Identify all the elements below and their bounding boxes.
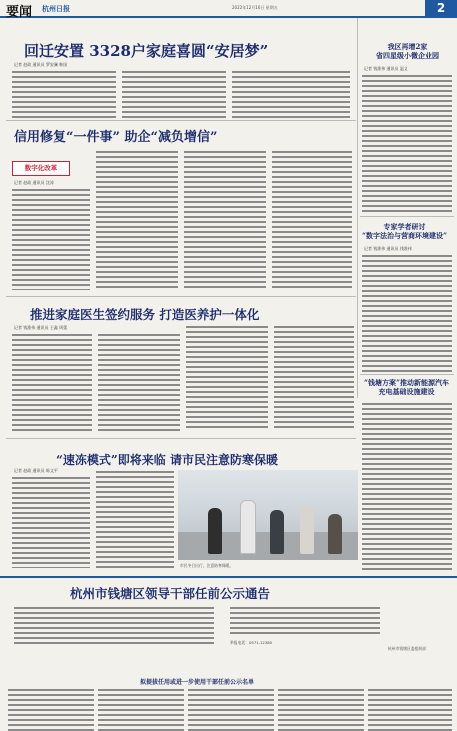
headline-cold-wave: “速冻模式”即将来临 请市民注意防寒保暖 bbox=[56, 453, 278, 467]
article-text bbox=[122, 70, 226, 118]
issuing-body: 杭州市钱塘区委组织部 bbox=[388, 646, 426, 651]
article-text bbox=[96, 150, 178, 290]
person-figure bbox=[328, 514, 342, 554]
article-text bbox=[232, 70, 350, 118]
article-text bbox=[12, 70, 116, 118]
masthead bbox=[0, 0, 457, 18]
side-headline-line: 充电基础设施建设 bbox=[378, 387, 435, 396]
article-text bbox=[98, 333, 180, 431]
article-text bbox=[362, 254, 452, 372]
side-headline-3 bbox=[364, 378, 449, 396]
side-divider bbox=[360, 374, 454, 375]
notice-list-text bbox=[368, 688, 452, 731]
column-divider bbox=[357, 18, 358, 398]
side-headline-1 bbox=[376, 42, 439, 60]
side-headline-line: “钱塘方案”推动新能源汽车 bbox=[364, 378, 450, 387]
street-photo bbox=[178, 470, 358, 560]
section-divider bbox=[6, 296, 356, 297]
notice-list-text bbox=[8, 688, 94, 731]
section-divider bbox=[6, 120, 356, 121]
notice-headline: 杭州市钱塘区领导干部任前公示通告 bbox=[70, 586, 271, 601]
person-figure bbox=[208, 508, 222, 554]
side-divider bbox=[360, 216, 454, 217]
contact-phone: 举报电话：0571-12380 bbox=[230, 640, 273, 645]
article-text bbox=[362, 74, 452, 212]
article-text bbox=[186, 325, 268, 431]
side-headline-line: 我区再增2家 bbox=[387, 42, 428, 51]
headline-main: 回迁安置 3328户家庭喜圆“安居梦” bbox=[24, 42, 269, 60]
section-divider bbox=[6, 438, 356, 439]
notice-list-text bbox=[98, 688, 184, 731]
digital-reform-logo: 数字化改革 bbox=[12, 161, 70, 176]
side-headline-line: 专家学者研讨 bbox=[383, 222, 426, 231]
paper-name: 杭州日报 bbox=[42, 5, 70, 13]
byline: 记者 钱淮伟 通讯员 钱淮伟 bbox=[364, 246, 412, 251]
byline: 记者 赵政 通讯员 沈涛 bbox=[14, 180, 54, 185]
notice-intro bbox=[14, 606, 214, 646]
notice-intro bbox=[230, 606, 380, 636]
notice-list-text bbox=[278, 688, 364, 731]
person-figure bbox=[270, 510, 284, 554]
side-headline-line: 省四星级小微企业园 bbox=[376, 51, 439, 60]
byline: 记者 赵政 通讯员 罗安澜 韩国 bbox=[14, 62, 68, 67]
article-text bbox=[184, 150, 266, 290]
article-text bbox=[12, 188, 90, 290]
header-date: 2022年12月16日 星期五 bbox=[232, 5, 278, 10]
notice-subtitle: 拟提拔任用或进一步使用干部任前公示名单 bbox=[140, 679, 255, 686]
article-text bbox=[12, 333, 92, 431]
article-text bbox=[12, 476, 90, 568]
side-headline-2 bbox=[362, 222, 447, 240]
side-headline-line: “数字法治与营商环境建设” bbox=[362, 231, 448, 240]
notice-list-text bbox=[188, 688, 274, 731]
article-text bbox=[96, 470, 174, 568]
person-figure bbox=[300, 506, 314, 554]
byline: 记者 钱淮伟 通讯员 温义 bbox=[364, 66, 408, 71]
page-number: 2 bbox=[425, 0, 457, 16]
headline-credit-repair: 信用修复“一件事” 助企“减负增信” bbox=[14, 130, 218, 145]
article-text bbox=[274, 325, 354, 431]
section-title: 要闻 bbox=[6, 5, 33, 20]
person-figure bbox=[240, 500, 256, 554]
headline-family-doctor: 推进家庭医生签约服务 打造医养护一体化 bbox=[30, 307, 260, 322]
byline: 记者 钱淮伟 通讯员 王鑫 周蕾 bbox=[14, 325, 68, 330]
article-text bbox=[272, 150, 352, 290]
byline: 记者 赵政 通讯员 陈文平 bbox=[14, 468, 58, 473]
article-text bbox=[362, 402, 452, 570]
photo-caption: 市民冬日出行，注意防寒保暖。 bbox=[180, 563, 234, 568]
